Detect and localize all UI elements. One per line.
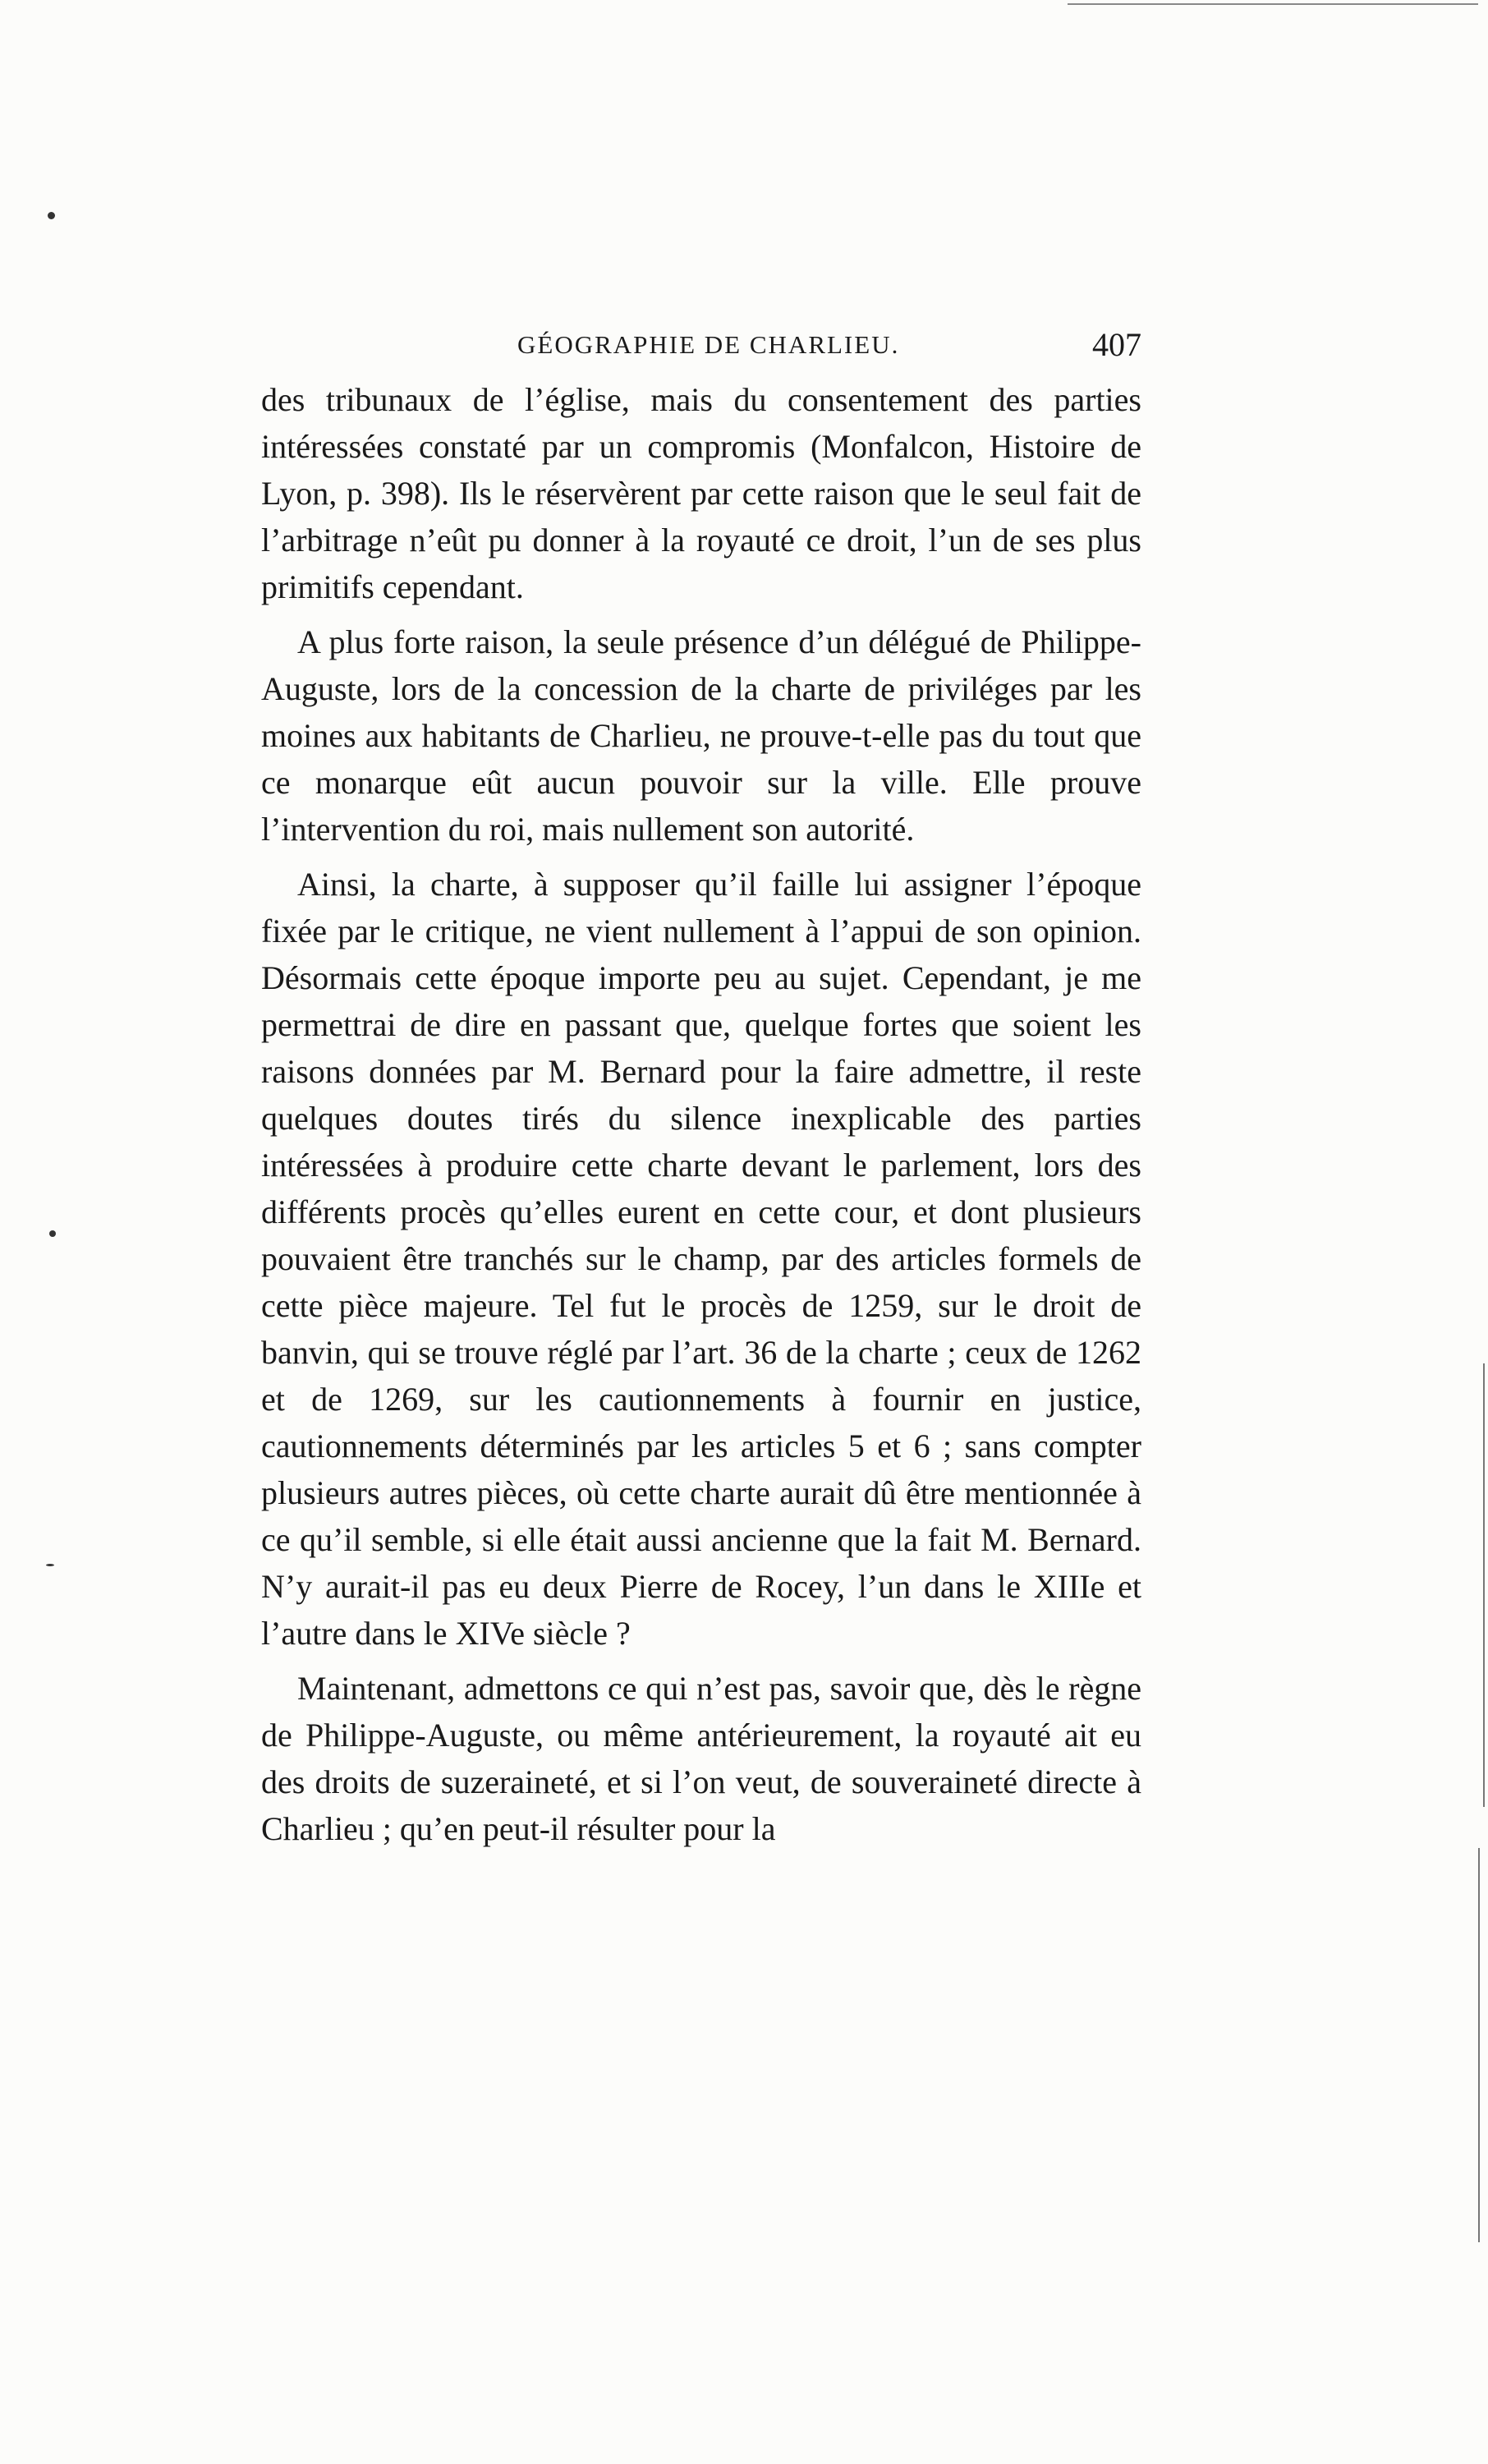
scan-speck <box>46 1564 54 1566</box>
scan-speck <box>48 212 55 219</box>
running-title: GÉOGRAPHIE DE CHARLIEU. <box>517 330 900 359</box>
paragraph: A plus forte raison, la seule présence d’un délégué de Philippe-Auguste, lors de la concession de la charte de priviléges par les moines aux habitants de Charlieu, ne prouve-t-elle pas du tout que ce monarque eût aucun pouvoir sur la ville. Elle prouve l’intervention du roi, mais nullement son autorité. <box>261 623 1141 848</box>
scan-edge-top <box>1068 3 1478 5</box>
scan-edge-right <box>1478 1848 1480 2242</box>
paragraph: Maintenant, admettons ce qui n’est pas, savoir que, dès le règne de Philippe-Auguste, ou même antérieurement, la royauté ait eu des droits de suzeraineté, et si l’on veut, de souveraineté directe à Charlieu ; qu’en peut-il résulter pour la <box>261 1670 1141 1847</box>
body-text <box>261 376 1141 1852</box>
page-number: 407 <box>1092 326 1141 363</box>
scan-edge-right <box>1483 1363 1485 1807</box>
paragraph: des tribunaux de l’église, mais du consentement des parties intéressées constaté par un compromis (Monfalcon, Histoire de Lyon, p. 398). Ils le réservèrent par cette raison que le seul fait de l’arbitrage n’eût pu donner à la royauté ce droit, l’un de ses plus primitifs cependant. <box>261 381 1141 605</box>
scan-speck <box>49 1230 56 1237</box>
paragraph: Ainsi, la charte, à supposer qu’il faille lui assigner l’époque fixée par le critique, ne vient nullement à l’appui de son opinion. Désormais cette époque importe peu au sujet. Cependant, je me permettrai de dire en passant que, quelque fortes que soient les raisons données par M. Bernard pour la faire admettre, il reste quelques doutes tirés du silence inexplicable des parties intéressées à produire cette charte devant le parlement, lors des différents procès qu’elles eurent en cette cour, et dont plusieurs pouvaient être tranchés sur le champ, par des articles formels de cette pièce majeure. Tel fut le procès de 1259, sur le droit de banvin, qui se trouve réglé par l’art. 36 de la charte ; ceux de 1262 et de 1269, sur les cautionnements à fournir en justice, cautionnements déterminés par les articles 5 et 6 ; sans compter plusieurs autres pièces, où cette charte aurait dû être mentionnée à ce qu’il semble, si elle était aussi ancienne que la fait M. Bernard. N’y aurait-il pas eu deux Pierre de Rocey, l’un dans le XIIIe et l’autre dans le XIVe siècle ? <box>261 866 1141 1652</box>
page-header <box>261 325 1141 365</box>
